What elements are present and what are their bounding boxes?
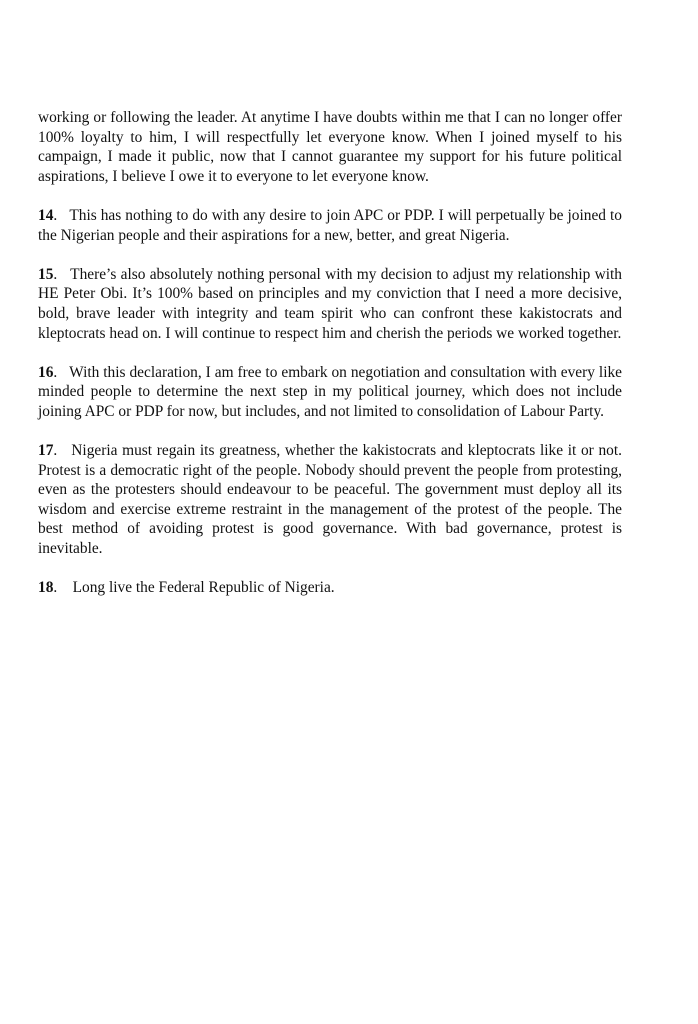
paragraph-15: 15. There’s also absolutely nothing personal with my decision to adjust my relationship with HE Peter Obi. It’s 100% based on principles and my conviction that I need a more decisive, bold, brave leader with integrity and team spirit who can confront these kakistocrats and kleptocrats head on. I will continue to respect him and cherish the periods we worked together. xyxy=(38,265,622,342)
paragraph-number: 14 xyxy=(38,206,54,224)
paragraph-text: Long live the Federal Republic of Nigeria. xyxy=(72,579,335,597)
paragraph-text: Nigeria must regain its greatness, whether the kakistocrats and kleptocrats like it or not. Protest is a democratic right of the people. Nobody should prevent the people from protesting, even as the protesters should endeavour to be peaceful. The government must deploy all its wisdom and exercise extreme restraint in the management of the protest of the people. The best method of avoiding protest is good governance. With bad governance, protest is inevitable. xyxy=(38,442,622,558)
paragraph-number: 17 xyxy=(38,442,54,460)
paragraph-text: There’s also absolutely nothing personal with my decision to adjust my relationship with HE Peter Obi. It’s 100% based on principles and my conviction that I need a more decisive, bold, brave leader with integrity and team spirit who can confront these kakistocrats and kleptocrats head on. I will continue to respect him and cherish the periods we worked together. xyxy=(38,265,622,342)
paragraph-number: 15 xyxy=(38,265,54,283)
paragraph-number: 16 xyxy=(38,363,54,381)
paragraph-17: 17. Nigeria must regain its greatness, whether the kakistocrats and kleptocrats like it or not. Protest is a democratic right of the people. Nobody should prevent the people from protesting, even as the protesters should endeavour to be peaceful. The government must deploy all its wisdom and exercise extreme restraint in the management of the protest of the people. The best method of avoiding protest is good governance. With bad governance, protest is inevitable. xyxy=(38,442,622,558)
paragraph-18: 18. Long live the Federal Republic of Nigeria. xyxy=(38,579,335,597)
document-page xyxy=(38,108,622,617)
paragraph-14: 14. This has nothing to do with any desire to join APC or PDP. I will perpetually be joined to the Nigerian people and their aspirations for a new, better, and great Nigeria. xyxy=(38,206,622,244)
paragraph-number: 18 xyxy=(38,579,54,597)
paragraph-text: This has nothing to do with any desire to join APC or PDP. I will perpetually be joined to the Nigerian people and their aspirations for a new, better, and great Nigeria. xyxy=(38,206,622,244)
paragraph-16: 16. With this declaration, I am free to embark on negotiation and consultation with every like minded people to determine the next step in my political journey, which does not include joining APC or PDP for now, but includes, and not limited to consolidation of Labour Party. xyxy=(38,363,623,420)
paragraph-text: With this declaration, I am free to embark on negotiation and consultation with every like minded people to determine the next step in my political journey, which does not include joining APC or PDP for now, but includes, and not limited to consolidation of Labour Party. xyxy=(38,363,623,420)
paragraph-continuation: working or following the leader. At anytime I have doubts within me that I can no longer offer 100% loyalty to him, I will respectfully let everyone know. When I joined myself to his campaign, I made it public, now that I cannot guarantee my support for his future political aspirations, I believe I owe it to everyone to let everyone know. xyxy=(38,109,622,185)
